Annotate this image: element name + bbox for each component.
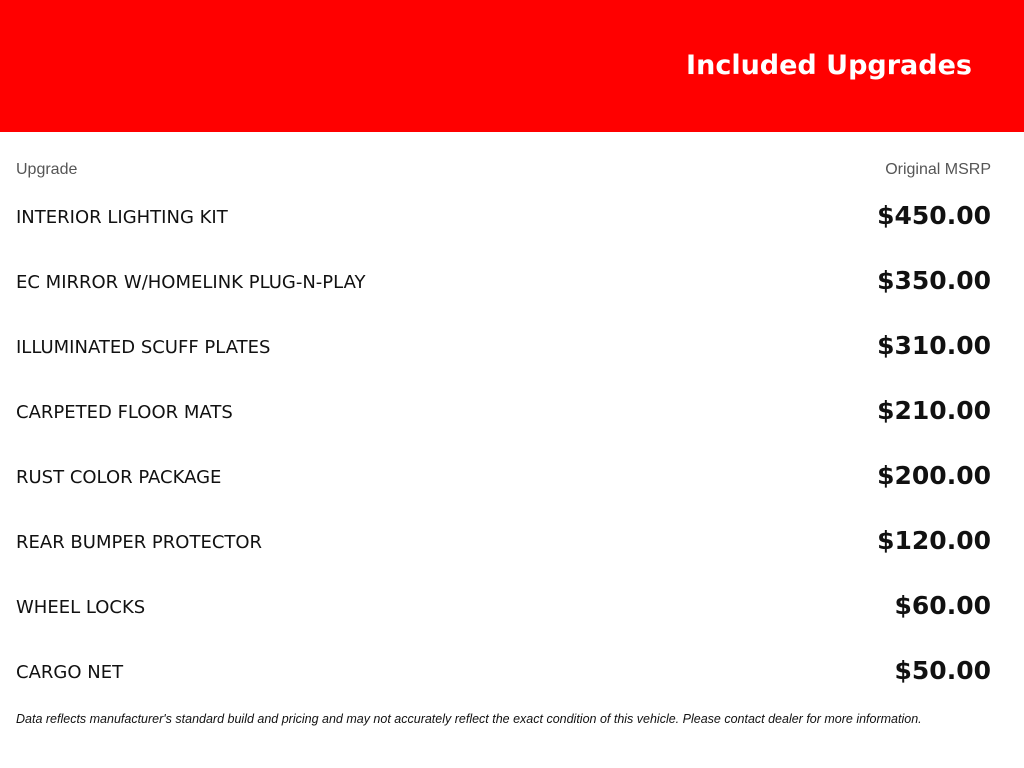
- upgrade-name: REAR BUMPER PROTECTOR: [16, 532, 263, 553]
- upgrade-name: CARGO NET: [16, 662, 124, 683]
- upgrade-price: $350.00: [877, 266, 991, 295]
- upgrade-name: ILLUMINATED SCUFF PLATES: [16, 337, 271, 358]
- list-item: [0, 381, 1024, 446]
- list-item: [0, 251, 1024, 316]
- upgrade-price: $50.00: [894, 656, 991, 685]
- list-item: [0, 511, 1024, 576]
- upgrade-name: EC MIRROR W/HOMELINK PLUG-N-PLAY: [16, 272, 366, 293]
- upgrade-name: CARPETED FLOOR MATS: [16, 402, 233, 423]
- upgrades-list: [0, 186, 1024, 706]
- page-title: Included Upgrades: [686, 50, 972, 81]
- upgrade-price: $120.00: [877, 526, 991, 555]
- list-item: [0, 186, 1024, 251]
- column-header-msrp: Original MSRP: [885, 161, 991, 178]
- upgrade-price: $310.00: [877, 331, 991, 360]
- disclaimer-text: Data reflects manufacturer's standard build and pricing and may not accurately reflect the exact condition of this vehicle. Please contact dealer for more information.: [16, 712, 922, 726]
- column-header-upgrade: Upgrade: [16, 161, 78, 178]
- upgrade-price: $450.00: [877, 201, 991, 230]
- list-item: [0, 641, 1024, 706]
- upgrade-name: RUST COLOR PACKAGE: [16, 467, 222, 488]
- list-item: [0, 316, 1024, 381]
- upgrade-name: INTERIOR LIGHTING KIT: [16, 207, 228, 228]
- list-item: [0, 446, 1024, 511]
- header-banner: [0, 0, 1024, 132]
- upgrade-price: $200.00: [877, 461, 991, 490]
- upgrade-price: $60.00: [894, 591, 991, 620]
- upgrade-price: $210.00: [877, 396, 991, 425]
- list-item: [0, 576, 1024, 641]
- upgrade-name: WHEEL LOCKS: [16, 597, 146, 618]
